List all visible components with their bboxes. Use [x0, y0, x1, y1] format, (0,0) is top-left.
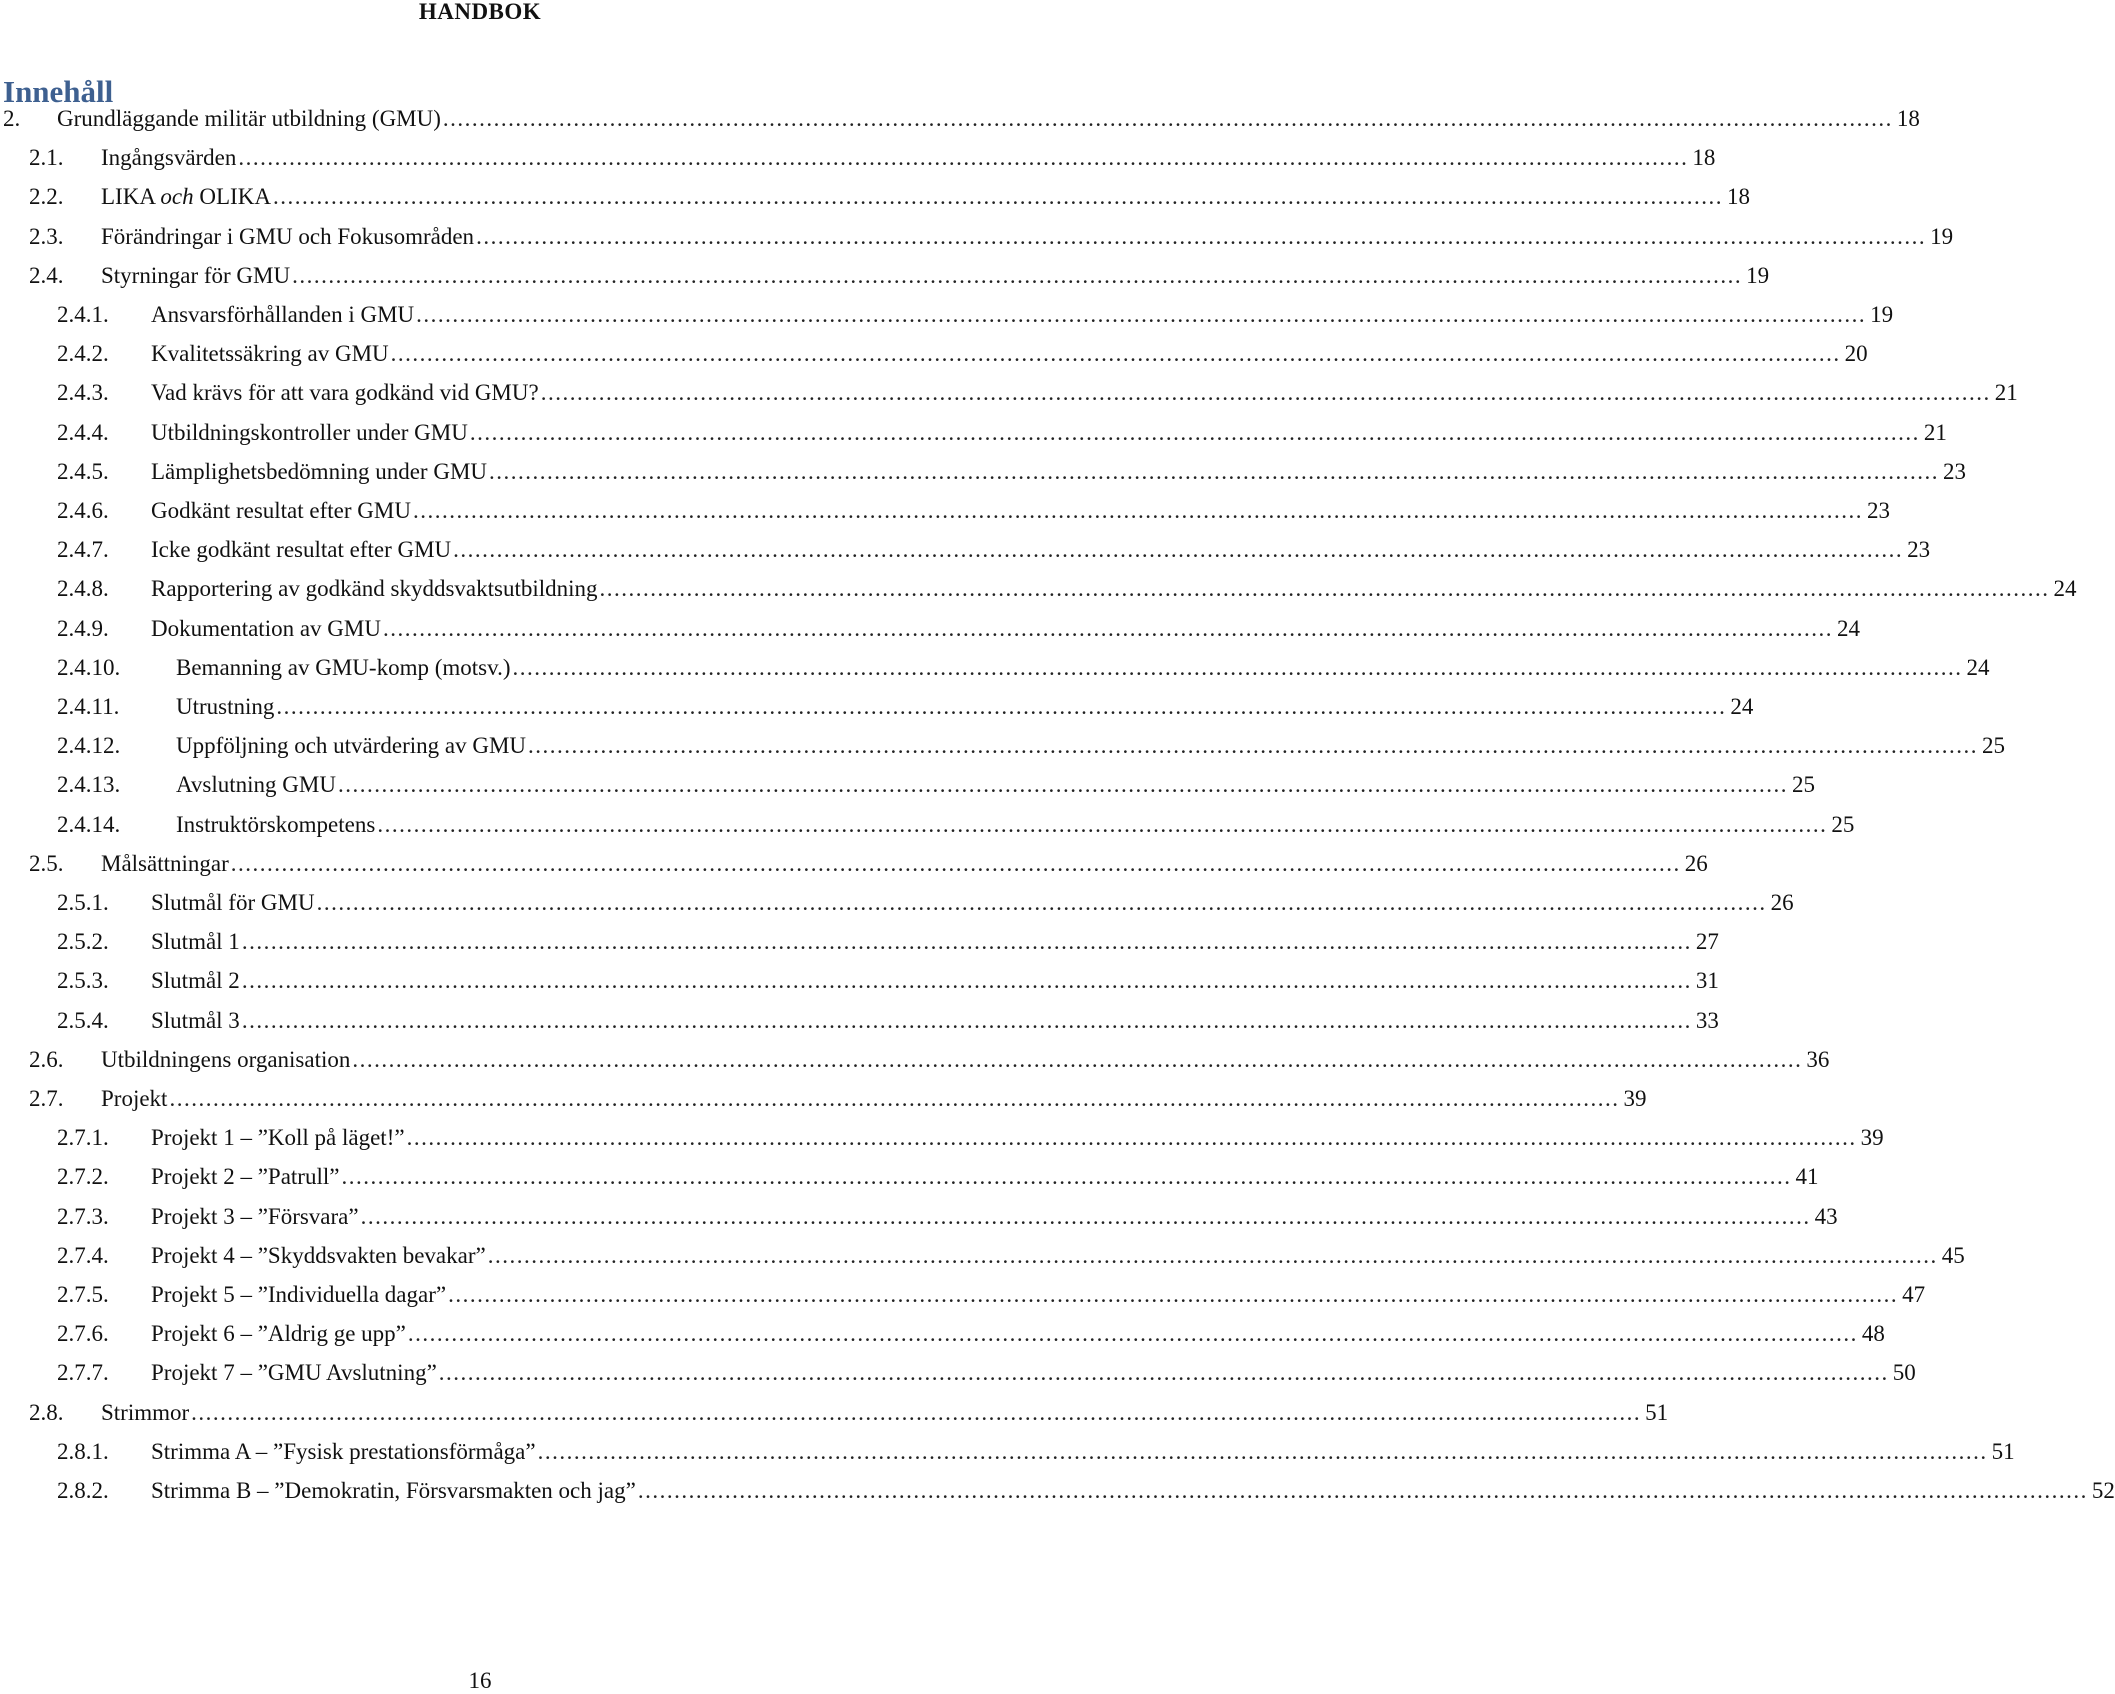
toc-entry-line — [151, 333, 1868, 375]
toc-entry-line — [151, 1313, 1885, 1355]
toc-entry-number: 2.4.6. — [57, 498, 109, 523]
toc-entry-page: 18 — [1896, 106, 1920, 131]
toc-entry-number: 2.6. — [29, 1046, 64, 1072]
toc-entry[interactable] — [0, 255, 1770, 297]
toc-entry-line — [151, 294, 1894, 336]
toc-entry[interactable] — [0, 1313, 1885, 1355]
dot-leader: ........................................................................................................................................................................................................ — [469, 419, 1920, 445]
toc-entry-number: 2.8.1. — [57, 1438, 109, 1464]
toc-entry-number: 2.4.5. — [57, 458, 109, 484]
toc-entry-line — [151, 1274, 1926, 1316]
toc-entry[interactable] — [0, 686, 1754, 728]
dot-leader: ........................................................................................................................................................................................................ — [528, 733, 1979, 759]
toc-entry-title: Projekt 6 – ”Aldrig ge upp” — [151, 1321, 406, 1347]
dot-leader: ........................................................................................................................................................................................................ — [360, 1203, 1811, 1229]
toc-entry-number: 2.7. — [29, 1086, 64, 1111]
toc-entry[interactable] — [0, 1431, 2015, 1473]
toc-entry[interactable] — [0, 1000, 1719, 1042]
toc-entry-page: 19 — [1746, 262, 1770, 288]
toc-entry[interactable] — [0, 412, 1947, 454]
toc-entry-page: 19 — [1930, 223, 1954, 249]
toc-entry-title: Ingångsvärden — [101, 145, 237, 171]
toc-entry-line — [151, 1235, 1965, 1277]
toc-entry-number: 2.4.11. — [57, 694, 120, 719]
dot-leader: ........................................................................................................................................................................................................ — [442, 106, 1893, 131]
dot-leader: ........................................................................................................................................................................................................ — [241, 1007, 1692, 1033]
toc-entry-line — [151, 372, 2018, 414]
toc-entry-title: Godkänt resultat efter GMU — [151, 498, 411, 523]
toc-entry-number: 2.5.4. — [57, 1007, 109, 1033]
toc-entry-number: 2.4.13. — [57, 772, 121, 798]
toc-entry-title: Utbildningens organisation — [101, 1046, 351, 1072]
toc-entry[interactable] — [0, 725, 2006, 767]
toc-entry[interactable] — [0, 176, 1750, 218]
dot-leader: ........................................................................................................................................................................................................ — [377, 811, 1828, 837]
toc-entry-page: 48 — [1861, 1321, 1885, 1347]
dot-leader: ........................................................................................................................................................................................................ — [487, 1242, 1938, 1268]
toc-entry[interactable] — [0, 608, 1860, 650]
dot-leader: ........................................................................................................................................................................................................ — [537, 1438, 1988, 1464]
toc-entry-title: Kvalitetssäkring av GMU — [151, 341, 389, 367]
toc-entry[interactable] — [0, 764, 1815, 806]
toc-entry-title: Projekt 1 – ”Koll på läget!” — [151, 1125, 405, 1151]
toc-entry[interactable] — [0, 1156, 1819, 1198]
toc-entry-page: 21 — [1994, 380, 2018, 406]
dot-leader: ........................................................................................................................................................................................................ — [438, 1360, 1889, 1386]
toc-entry-line — [101, 137, 1716, 179]
toc-entry-number: 2.4.8. — [57, 576, 109, 602]
toc-entry-number: 2.4.10. — [57, 654, 121, 680]
toc-entry-title: Utbildningskontroller under GMU — [151, 419, 468, 445]
dot-leader: ........................................................................................................................................................................................................ — [352, 1046, 1803, 1072]
toc-entry[interactable] — [0, 1235, 1965, 1277]
toc-entry-number: 2.7.4. — [57, 1242, 109, 1268]
dot-leader: ........................................................................................................................................................................................................ — [238, 145, 1689, 171]
toc-entry-page: 25 — [1791, 772, 1815, 798]
toc-entry-number: 2.5.3. — [57, 968, 109, 994]
toc-entry-number: 2.4.1. — [57, 302, 109, 327]
toc-entry-line — [101, 255, 1770, 297]
dot-leader: ........................................................................................................................................................................................................ — [276, 694, 1727, 719]
toc-entry-title: Projekt 5 – ”Individuella dagar” — [151, 1282, 447, 1307]
toc-entry[interactable] — [0, 372, 2018, 414]
toc-entry-title: Uppföljning och utvärdering av GMU — [176, 733, 527, 759]
toc-entry-title: Slutmål för GMU — [151, 890, 315, 915]
toc-entry-number: 2.3. — [29, 223, 64, 249]
toc-entry[interactable] — [0, 647, 1990, 689]
toc-entry-number: 2.4.12. — [57, 733, 121, 759]
toc-entry[interactable] — [0, 333, 1868, 375]
dot-leader: ........................................................................................................................................................................................................ — [512, 654, 1963, 680]
dot-leader: ........................................................................................................................................................................................................ — [448, 1282, 1899, 1307]
toc-entry[interactable] — [0, 1117, 1884, 1159]
toc-entry-page: 23 — [1866, 498, 1890, 523]
toc-entry-number: 2.5.1. — [57, 890, 109, 915]
toc-entry-page: 39 — [1623, 1086, 1647, 1111]
toc-entry-line — [101, 1078, 1647, 1120]
toc-entry-page: 52 — [2091, 1478, 2115, 1503]
toc-entry-line — [151, 921, 1719, 963]
toc-entry-page: 36 — [1806, 1046, 1830, 1072]
dot-leader: ........................................................................................................................................................................................................ — [337, 772, 1788, 798]
dot-leader: ........................................................................................................................................................................................................ — [272, 184, 1723, 210]
dot-leader: ........................................................................................................................................................................................................ — [191, 1399, 1642, 1425]
page-number: 16 — [468, 1668, 492, 1693]
toc-entry-title: Grundläggande militär utbildning (GMU) — [57, 106, 441, 131]
toc-entry-title: Strimmor — [101, 1399, 190, 1425]
toc-entry-title: Slutmål 2 — [151, 968, 240, 994]
toc-entry-line — [151, 1470, 2115, 1512]
dot-leader: ........................................................................................................................................................................................................ — [476, 223, 1927, 249]
toc-entry-number: 2.4.14. — [57, 811, 121, 837]
toc-entry-line — [151, 960, 1719, 1002]
dot-leader: ........................................................................................................................................................................................................ — [241, 968, 1692, 994]
toc-entry[interactable] — [0, 490, 1890, 532]
dot-leader: ........................................................................................................................................................................................................ — [406, 1125, 1857, 1151]
toc-entry-line — [176, 686, 1754, 728]
toc-entry-page: 47 — [1902, 1282, 1926, 1307]
toc-entry-page: 20 — [1844, 341, 1868, 367]
toc-entry-page: 51 — [1645, 1399, 1669, 1425]
toc-entry-title: Utrustning — [176, 694, 275, 719]
toc-entry[interactable] — [0, 294, 1894, 336]
toc-entry-title: Instruktörskompetens — [176, 811, 376, 837]
toc-entry-number: 2. — [3, 106, 21, 131]
toc-entry-title: Slutmål 1 — [151, 929, 240, 955]
toc-entry-number: 2.7.5. — [57, 1282, 109, 1307]
toc-entry-number: 2.4. — [29, 262, 64, 288]
toc-entry-number: 2.4.3. — [57, 380, 109, 406]
dot-leader: ........................................................................................................................................................................................................ — [241, 929, 1692, 955]
toc-entry-number: 2.7.3. — [57, 1203, 109, 1229]
toc-entry-number: 2.7.7. — [57, 1360, 109, 1386]
toc-entry-page: 27 — [1695, 929, 1719, 955]
toc-entry-number: 2.5.2. — [57, 929, 109, 955]
toc-heading: Innehåll — [3, 74, 114, 109]
toc-entry-page: 45 — [1941, 1242, 1965, 1268]
toc-entry-page: 31 — [1695, 968, 1719, 994]
toc-entry-line — [151, 490, 1890, 532]
toc-entry[interactable] — [0, 216, 1954, 258]
toc-entry-page: 33 — [1695, 1007, 1719, 1033]
toc-entry[interactable] — [0, 1196, 1838, 1238]
toc-entry-page: 51 — [1991, 1438, 2015, 1464]
toc-entry[interactable] — [0, 1352, 1916, 1394]
toc-entry-page: 26 — [1684, 850, 1708, 876]
toc-entry-page: 19 — [1870, 302, 1894, 327]
toc-entry-title: Projekt — [101, 1086, 168, 1111]
toc-entry-page: 25 — [1831, 811, 1855, 837]
toc-entry-title: Projekt 7 – ”GMU Avslutning” — [151, 1360, 437, 1386]
dot-leader: ........................................................................................................................................................................................................ — [292, 262, 1743, 288]
toc-entry[interactable] — [0, 529, 1931, 571]
dot-leader: ........................................................................................................................................................................................................ — [599, 576, 2050, 602]
dot-leader: ........................................................................................................................................................................................................ — [382, 615, 1833, 641]
toc-entry-line — [151, 529, 1931, 571]
toc-entry-title: Rapportering av godkänd skyddsvaktsutbildning — [151, 576, 598, 602]
toc-entry-page: 25 — [1982, 733, 2006, 759]
toc-entry-title: Vad krävs för att vara godkänd vid GMU? — [151, 380, 539, 406]
toc-entry-line — [151, 1000, 1719, 1042]
toc-entry-number: 2.8. — [29, 1399, 64, 1425]
toc-entry-title: Slutmål 3 — [151, 1007, 240, 1033]
toc-entry-line — [176, 647, 1990, 689]
toc-entry-title: Förändringar i GMU och Fokusområden — [101, 223, 475, 249]
toc-entry-title: Avslutning GMU — [176, 772, 336, 798]
toc-entry-line — [151, 568, 2077, 610]
toc-entry-page: 39 — [1860, 1125, 1884, 1151]
toc-entry-title: Projekt 2 – ”Patrull” — [151, 1164, 340, 1190]
toc-entry-page: 50 — [1892, 1360, 1916, 1386]
toc-entry-number: 2.5. — [29, 850, 64, 876]
toc-entry-title: Strimma A – ”Fysisk prestationsförmåga” — [151, 1438, 536, 1464]
toc-entry-line — [151, 1431, 2015, 1473]
toc-entry-line — [101, 1392, 1669, 1434]
toc-entry-line — [151, 1117, 1884, 1159]
toc-entry[interactable] — [0, 568, 2077, 610]
toc-entry-page: 21 — [1923, 419, 1947, 445]
toc-entry-line — [176, 804, 1855, 846]
toc-entry-number: 2.4.4. — [57, 419, 109, 445]
toc-entry-page: 24 — [1730, 694, 1754, 719]
toc-entry-line — [151, 1196, 1838, 1238]
toc-entry-page: 23 — [1943, 458, 1967, 484]
toc-entry-number: 2.4.2. — [57, 341, 109, 367]
toc-entry-line — [101, 843, 1708, 885]
toc-entry[interactable] — [0, 451, 1967, 493]
toc-entry-title: Lämplighetsbedömning under GMU — [151, 458, 488, 484]
dot-leader: ........................................................................................................................................................................................................ — [341, 1164, 1792, 1190]
toc-entry-page: 23 — [1907, 537, 1931, 563]
dot-leader: ........................................................................................................................................................................................................ — [453, 537, 1904, 563]
toc-entry-line — [176, 764, 1815, 806]
dot-leader: ........................................................................................................................................................................................................ — [416, 302, 1867, 327]
dot-leader: ........................................................................................................................................................................................................ — [540, 380, 1991, 406]
toc-entry-number: 2.4.7. — [57, 537, 109, 563]
toc-entry-line — [151, 1352, 1916, 1394]
toc-entry-number: 2.7.1. — [57, 1125, 109, 1151]
toc-entry-title: Målsättningar — [101, 850, 229, 876]
toc-entry[interactable] — [0, 1392, 1669, 1434]
dot-leader: ........................................................................................................................................................................................................ — [390, 341, 1841, 367]
toc-entry-page: 26 — [1770, 890, 1794, 915]
dot-leader: ........................................................................................................................................................................................................ — [407, 1321, 1858, 1347]
toc-entry-line — [101, 216, 1954, 258]
toc-entry[interactable] — [0, 1470, 2115, 1512]
page-header: HANDBOK — [418, 0, 542, 24]
toc-entry-line — [176, 725, 2006, 767]
toc-entry-number: 2.7.2. — [57, 1164, 109, 1190]
toc-entry-number: 2.8.2. — [57, 1478, 109, 1503]
toc-entry-title: Projekt 3 – ”Försvara” — [151, 1203, 359, 1229]
toc-entry-page: 24 — [1836, 615, 1860, 641]
toc-entry[interactable] — [0, 960, 1719, 1002]
toc-entry-title: Ansvarsförhållanden i GMU — [151, 302, 415, 327]
dot-leader: ........................................................................................................................................................................................................ — [489, 458, 1940, 484]
toc-entry-line — [101, 1039, 1830, 1081]
toc-entry[interactable] — [0, 1078, 1647, 1120]
toc-entry-line — [151, 882, 1794, 924]
toc-entry[interactable] — [0, 137, 1716, 179]
dot-leader: ........................................................................................................................................................................................................ — [169, 1086, 1620, 1111]
toc-entry-title: LIKA och OLIKA — [101, 184, 271, 210]
toc-entry-page: 24 — [2053, 576, 2077, 602]
toc-entry-number: 2.7.6. — [57, 1321, 109, 1347]
toc-entry[interactable] — [0, 882, 1794, 924]
dot-leader: ........................................................................................................................................................................................................ — [230, 850, 1681, 876]
toc-entry-title: Bemanning av GMU-komp (motsv.) — [176, 654, 511, 680]
toc-entry-number: 2.2. — [29, 184, 64, 210]
toc-entry-page: 18 — [1726, 184, 1750, 210]
toc-entry-line — [151, 451, 1967, 493]
toc-entry-number: 2.4.9. — [57, 615, 109, 641]
toc-entry-number: 2.1. — [29, 145, 64, 171]
toc-entry[interactable] — [0, 1039, 1830, 1081]
toc-entry-page: 18 — [1692, 145, 1716, 171]
toc-entry[interactable] — [0, 98, 1920, 140]
toc-entry-line — [101, 176, 1750, 218]
toc-entry-page: 41 — [1795, 1164, 1819, 1190]
dot-leader: ........................................................................................................................................................................................................ — [637, 1478, 2088, 1503]
toc-entry-title: Strimma B – ”Demokratin, Försvarsmakten och jag” — [151, 1478, 636, 1503]
toc-entry-line — [57, 98, 1920, 140]
dot-leader: ........................................................................................................................................................................................................ — [316, 890, 1767, 915]
toc-entry[interactable] — [0, 804, 1855, 846]
toc-entry-title: Icke godkänt resultat efter GMU — [151, 537, 452, 563]
dot-leader: ........................................................................................................................................................................................................ — [412, 498, 1863, 523]
toc-entry-line — [151, 608, 1860, 650]
toc-entry[interactable] — [0, 921, 1719, 963]
toc-entry-line — [151, 1156, 1819, 1198]
toc-entry-title: Projekt 4 – ”Skyddsvakten bevakar” — [151, 1242, 486, 1268]
toc-entry-line — [151, 412, 1947, 454]
toc-entry-page: 24 — [1966, 654, 1990, 680]
toc-entry-page: 43 — [1814, 1203, 1838, 1229]
toc-entry[interactable] — [0, 843, 1708, 885]
toc-entry-title: Styrningar för GMU — [101, 262, 291, 288]
toc-entry-title: Dokumentation av GMU — [151, 615, 381, 641]
toc-entry[interactable] — [0, 1274, 1926, 1316]
